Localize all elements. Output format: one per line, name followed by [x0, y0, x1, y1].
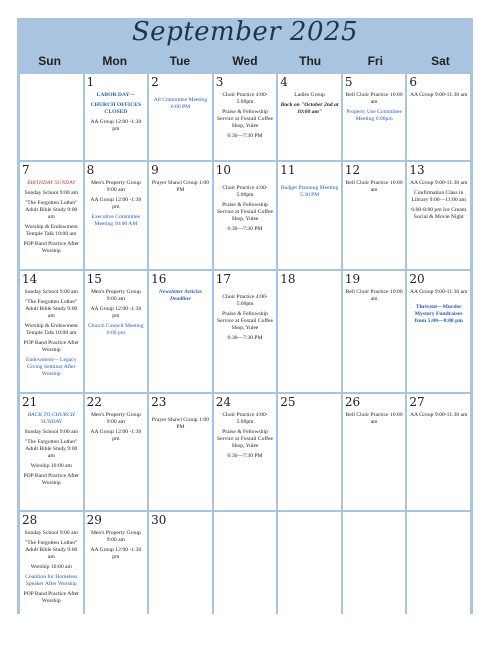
- weekday-tue: Tue: [169, 54, 191, 68]
- day-cell-11: [278, 162, 341, 269]
- calendar-event: Worship & Endowment Temple Talk 10:00 am: [24, 323, 78, 336]
- calendar-sheet: [17, 18, 473, 614]
- calendar-event: POP Band Practice After Worship: [23, 473, 80, 486]
- day-number: 17: [215, 272, 231, 286]
- day-cell-6: [407, 74, 470, 160]
- calendar-event: Bell Choir Practice 10:00 am: [345, 289, 403, 302]
- day-cell-9: [149, 162, 212, 269]
- calendar-event: All Committee Meeting 6:00 PM: [153, 97, 208, 110]
- calendar-event: Confirmation Class in Library 9:00—11:00 am: [411, 190, 466, 203]
- calendar-event: Prayer Shawl Group 1:00 PM: [151, 180, 209, 193]
- calendar-event: CHURCH OFFICES CLOSED: [90, 102, 142, 115]
- calendar-event: AA Group 9:00-11:30 am: [409, 180, 468, 186]
- day-cell-3: [214, 74, 277, 160]
- calendar-event: AA Group 9:00-11:30 am: [409, 412, 468, 418]
- calendar-event: AA Group 12:00 -1:30 pm: [90, 197, 142, 210]
- day-number: 23: [151, 395, 167, 409]
- calendar-event: "The Forgotten Luther" Adult Bible Study 9:00 am: [24, 439, 78, 459]
- calendar-event: POP Band Practice After Worship: [23, 241, 80, 254]
- day-cell-26: [343, 394, 406, 510]
- calendar-event: 6:30—7:30 PM: [227, 226, 263, 232]
- day-number: 21: [22, 395, 38, 409]
- day-cell-18: [278, 271, 341, 392]
- calendar-event: Bell Choir Practice 10:00 am: [345, 412, 403, 425]
- weekday-sun: Sun: [38, 54, 61, 68]
- calendar-event: Worship & Endowment Temple Talk 10:00 am: [24, 224, 78, 237]
- calendar-event: Choir Practice 4:00-5:00pm: [222, 294, 268, 307]
- calendar-event: 6:00-8:00 pm Ice Cream Social & Movie Night: [411, 207, 467, 220]
- empty-day-cell: [214, 512, 277, 618]
- calendar-event: AA Group 12:00 -1:30 pm: [90, 119, 142, 132]
- day-number: 20: [409, 272, 425, 286]
- empty-day-cell: [20, 74, 83, 160]
- calendar-grid: [20, 74, 470, 610]
- calendar-event: Budget Planning Meeting 5:30 PM: [280, 185, 339, 198]
- weekday-fri: Fri: [367, 54, 383, 68]
- empty-day-cell: [343, 512, 406, 618]
- day-number: 16: [151, 272, 167, 286]
- day-cell-17: [214, 271, 277, 392]
- day-number: 12: [344, 163, 361, 177]
- day-number: 29: [86, 513, 102, 527]
- calendar-event: POP Band Practice After Worship: [23, 340, 80, 353]
- day-number: 18: [280, 272, 296, 286]
- day-cell-8: [85, 162, 148, 269]
- day-number: 7: [22, 163, 30, 177]
- weekday-wed: Wed: [232, 54, 258, 68]
- day-cell-1: [85, 74, 148, 160]
- weekday-thu: Thu: [299, 54, 322, 68]
- calendar-event: Church Council Meeting 6:00 pm: [88, 323, 144, 336]
- day-cell-21: [20, 394, 83, 510]
- calendar-event: Coalition for Homeless Speaker After Worship: [25, 574, 78, 587]
- weekday-sat: Sat: [431, 54, 450, 68]
- day-number: 3: [215, 75, 224, 89]
- calendar-event: Prayer Shawl Group 1:00 PM: [151, 417, 209, 430]
- day-cell-25: [278, 394, 341, 510]
- calendar-event: Choir Practice 4:00-5:00pm: [222, 185, 268, 198]
- calendar-event: LABOR DAY—: [96, 92, 136, 98]
- day-cell-13: [407, 162, 470, 269]
- day-number: 28: [22, 513, 38, 527]
- day-cell-15: [85, 271, 148, 392]
- day-cell-20: [407, 271, 470, 392]
- calendar-event: Bell Choir Practice 10:00 am: [345, 92, 403, 105]
- day-cell-16: [149, 271, 212, 392]
- calendar-event: Sunday School 9:00 am: [24, 289, 78, 295]
- day-number: 6: [409, 75, 418, 89]
- day-number: 25: [280, 395, 296, 409]
- day-number: 5: [344, 75, 353, 89]
- calendar-event: Praise & Fellowship Service at Foxtail Coffee Shop, Yulee: [217, 202, 273, 222]
- day-cell-12: [343, 162, 406, 269]
- calendar-event: Bell Choir Practice 10:00 am: [345, 180, 403, 193]
- calendar-event: "The Forgotten Luther" Adult Bible Study 9:00 am: [24, 299, 78, 319]
- day-number: 14: [22, 272, 38, 286]
- day-number: 19: [344, 272, 361, 286]
- day-number: 27: [409, 395, 425, 409]
- calendar-event: Newsletter Articles Deadline: [158, 289, 202, 302]
- day-number: 13: [409, 163, 425, 177]
- calendar-event: Praise & Fellowship Service at Foxtail Coffee Shop, Yulee: [217, 429, 273, 449]
- calendar-event: Thrivent—Murder Mystery Fundraiser from 5:00—8:00 pm: [414, 304, 463, 324]
- day-number: 1: [86, 75, 95, 89]
- calendar-event: 6:30—7:30 PM: [227, 133, 263, 139]
- weekday-mon: Mon: [102, 54, 128, 68]
- calendar-event: Ladies Group: [294, 92, 325, 98]
- day-cell-22: [85, 394, 148, 510]
- calendar-event: Back on "October 2nd at 10:00 am": [280, 102, 339, 115]
- calendar-event: 6:30—7:30 PM: [227, 453, 263, 459]
- day-number: 4: [280, 75, 288, 89]
- day-cell-24: [214, 394, 277, 510]
- calendar-event: Choir Practice 4:00-5:00pm: [222, 92, 268, 105]
- day-cell-5: [343, 74, 406, 160]
- calendar-event: Worship 10:00 am: [30, 463, 72, 469]
- calendar-title: September 2025: [131, 17, 359, 47]
- weekday-header: [17, 50, 473, 72]
- calendar-event: Men's Property Group 9:00 am: [90, 289, 141, 302]
- day-number: 2: [151, 75, 159, 89]
- calendar-event: "The Forgotten Luther" Adult Bible Study 9:00 am: [24, 540, 78, 560]
- calendar-event: Praise & Fellowship Service at Foxtail Coffee Shop, Yulee: [217, 109, 273, 129]
- calendar-event: AA Group 12:00 -1:30 pm: [90, 306, 142, 319]
- empty-day-cell: [278, 512, 341, 618]
- day-cell-27: [407, 394, 470, 510]
- calendar-event: Endowment— Legacy Giving Seminar After Worship: [26, 357, 77, 377]
- calendar-event: 6:30—7:30 PM: [227, 335, 263, 341]
- day-cell-29: [85, 512, 148, 618]
- day-cell-2: [149, 74, 212, 160]
- day-number: 10: [215, 163, 231, 177]
- day-number: 11: [280, 163, 296, 177]
- calendar-event: Executive Committee Meeting 10:00 AM: [91, 214, 141, 227]
- day-number: 8: [86, 163, 95, 177]
- day-number: 22: [86, 395, 102, 409]
- calendar-event: Sunday School 9:00 am: [24, 429, 78, 435]
- calendar-event: Men's Property Group 9:00 am: [90, 412, 141, 425]
- empty-day-cell: [407, 512, 470, 618]
- calendar-event: "The Forgotten Luther" Adult Bible Study 9:00 am: [24, 200, 78, 220]
- calendar-event: Praise & Fellowship Service at Foxtail Coffee Shop, Yulee: [217, 311, 273, 331]
- day-number: 30: [151, 513, 167, 527]
- day-cell-4: [278, 74, 341, 160]
- calendar-event: Men's Property Group 9:00 am: [90, 530, 141, 543]
- day-cell-23: [149, 394, 212, 510]
- calendar-event: AA Group 9:00-11:30 am: [409, 92, 468, 98]
- day-cell-28: [20, 512, 83, 618]
- calendar-event: BACK TO CHURCH SUNDAY: [27, 412, 75, 425]
- calendar-event: Men's Property Group 9:00 am: [90, 180, 141, 193]
- calendar-event: AA Group 12:00 -1:30 pm: [90, 429, 142, 442]
- day-number: 26: [344, 395, 361, 409]
- calendar-event: Choir Practice 4:00-5:00pm: [222, 412, 268, 425]
- day-cell-7: [20, 162, 83, 269]
- calendar-event: Sunday School 9:00 am: [24, 530, 78, 536]
- calendar-event: Sunday School 9:00 am: [24, 190, 78, 196]
- day-number: 9: [151, 163, 159, 177]
- day-number: 15: [86, 272, 102, 286]
- calendar-event: POP Band Practice After Worship: [23, 591, 80, 604]
- calendar-event: Property Use Committee Meeting 6:00pm: [346, 109, 402, 122]
- day-cell-10: [214, 162, 277, 269]
- day-cell-19: [343, 271, 406, 392]
- day-cell-30: [149, 512, 212, 618]
- calendar-event: AA Group 12:00 -1:30 pm: [90, 547, 142, 560]
- day-cell-14: [20, 271, 83, 392]
- calendar-event: AA Group 9:00-11:30 am: [409, 289, 468, 295]
- day-number: 24: [215, 395, 231, 409]
- calendar-event: BIRTHDAY SUNDAY: [27, 180, 76, 186]
- calendar-event: Worship 10:00 am: [30, 564, 72, 570]
